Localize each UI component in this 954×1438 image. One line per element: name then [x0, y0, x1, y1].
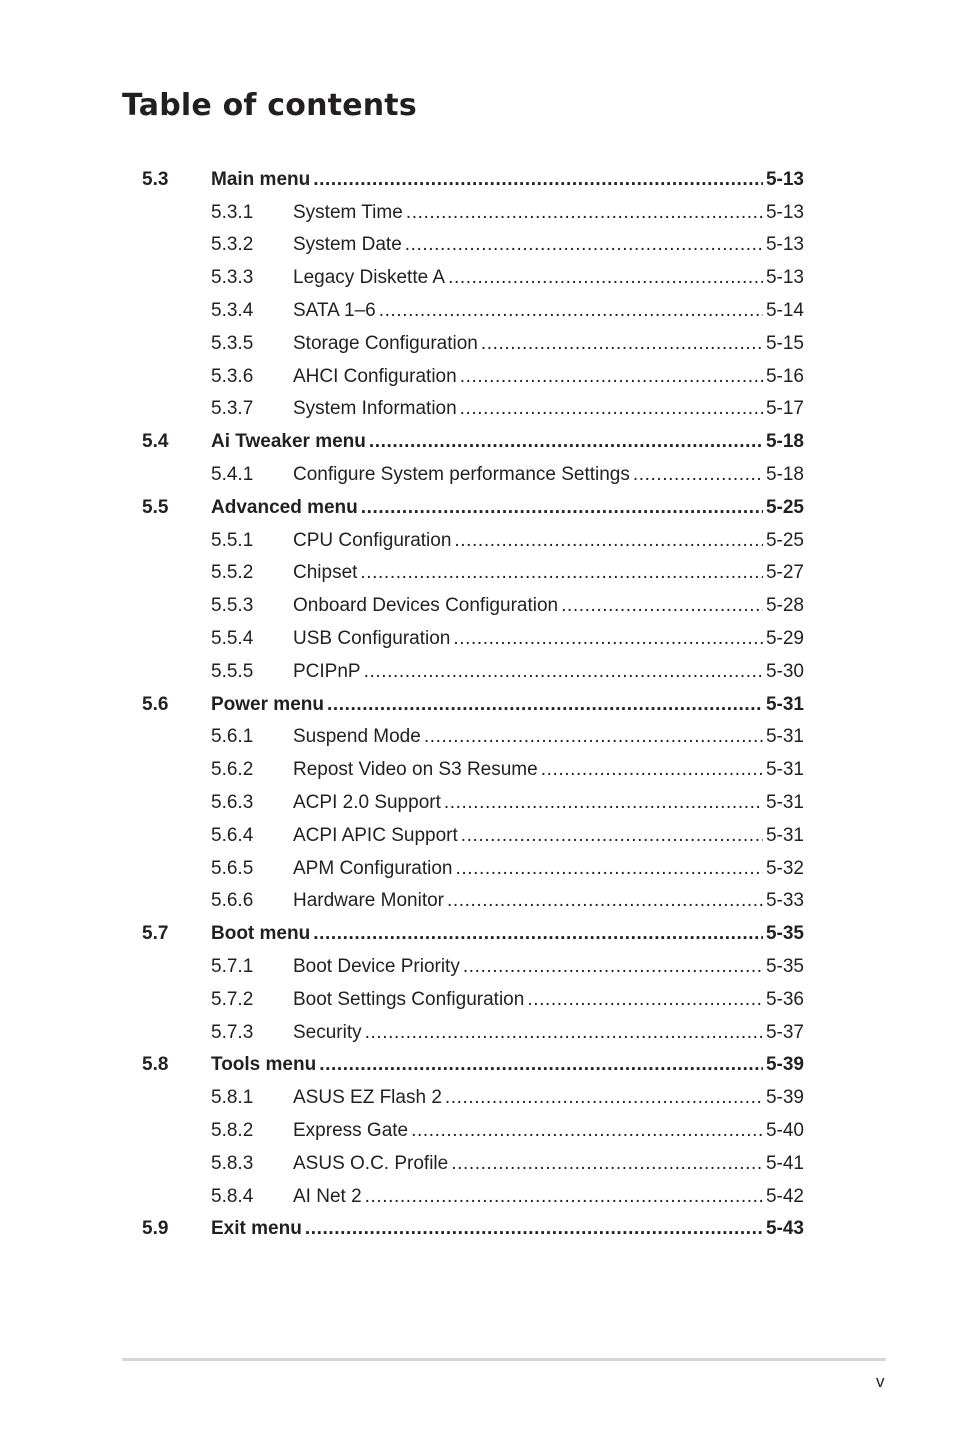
toc-entry-label: Security [293, 1021, 362, 1043]
toc-section-entry[interactable] [142, 163, 804, 196]
toc-entry-number: 5.5.1 [211, 529, 254, 551]
toc-entry-number: 5.8.3 [211, 1152, 254, 1174]
toc-entry-label: Boot Device Priority [293, 956, 460, 978]
toc-entry-number: 5.8 [142, 1054, 169, 1076]
toc-entry-number: 5.6.6 [211, 890, 254, 912]
toc-dot-leader [365, 1023, 763, 1042]
toc-entry-label: Storage Configuration [293, 332, 478, 354]
toc-dot-leader [361, 498, 763, 517]
toc-entry-label: SATA 1–6 [293, 300, 376, 322]
toc-entry-number: 5.5.4 [211, 628, 254, 650]
toc-dot-leader [454, 531, 763, 550]
toc-dot-leader [360, 563, 763, 582]
toc-section-entry[interactable] [142, 1049, 804, 1082]
toc-entry-number: 5.6 [142, 693, 169, 715]
toc-subsection-entry[interactable] [142, 458, 804, 491]
toc-entry-page: 5-31 [765, 726, 804, 748]
toc-subsection-entry[interactable] [142, 196, 804, 229]
toc-entry-label: Hardware Monitor [293, 890, 444, 912]
toc-section-entry[interactable] [142, 491, 804, 524]
toc-entry-label: System Date [293, 234, 402, 256]
page-title: Table of contents [122, 88, 417, 123]
toc-entry-number: 5.3.3 [211, 267, 254, 289]
footer-divider [122, 1358, 886, 1361]
toc-subsection-entry[interactable] [142, 1081, 804, 1114]
toc-entry-number: 5.9 [142, 1218, 169, 1240]
toc-entry-number: 5.8.1 [211, 1087, 254, 1109]
toc-entry-page: 5-18 [765, 464, 804, 486]
toc-dot-leader [379, 301, 763, 320]
toc-dot-leader [460, 399, 763, 418]
toc-entry-page: 5-13 [765, 201, 804, 223]
toc-subsection-entry[interactable] [142, 557, 804, 590]
toc-entry-number: 5.5.3 [211, 595, 254, 617]
toc-subsection-entry[interactable] [142, 852, 804, 885]
toc-entry-label: Advanced menu [211, 496, 358, 518]
toc-entry-page: 5-25 [765, 529, 804, 551]
footer-page-number: v [876, 1372, 885, 1391]
toc-entry-label: USB Configuration [293, 628, 451, 650]
toc-entry-label: System Information [293, 398, 457, 420]
toc-entry-label: Exit menu [211, 1218, 302, 1240]
toc-entry-page: 5-41 [765, 1152, 804, 1174]
toc-dot-leader [364, 662, 763, 681]
toc-dot-leader [448, 268, 763, 287]
toc-entry-page: 5-18 [765, 431, 804, 453]
toc-subsection-entry[interactable] [142, 1016, 804, 1049]
toc-entry-label: Boot Settings Configuration [293, 988, 525, 1010]
toc-dot-leader [313, 170, 763, 189]
toc-entry-number: 5.7.1 [211, 956, 254, 978]
toc-dot-leader [451, 1154, 763, 1173]
toc-entry-page: 5-40 [765, 1120, 804, 1141]
toc-subsection-entry[interactable] [142, 1180, 804, 1213]
toc-dot-leader [424, 727, 763, 746]
toc-subsection-entry[interactable] [142, 819, 804, 852]
toc-dot-leader [369, 432, 763, 451]
toc-subsection-entry[interactable] [142, 589, 804, 622]
toc-entry-label: AI Net 2 [293, 1185, 362, 1207]
toc-dot-leader [405, 235, 763, 254]
toc-dot-leader [319, 1055, 763, 1074]
toc-entry-page: 5-31 [765, 693, 804, 715]
toc-entry-number: 5.7.3 [211, 1021, 254, 1043]
toc-entry-number: 5.6.3 [211, 792, 254, 814]
toc-entry-page: 5-16 [765, 365, 804, 387]
toc-entry-page: 5-32 [765, 857, 804, 879]
toc-entry-page: 5-14 [765, 300, 804, 322]
toc-entry-label: Repost Video on S3 Resume [293, 759, 538, 781]
toc-entry-page: 5-27 [765, 562, 804, 584]
toc-dot-leader [327, 695, 763, 714]
toc-entry-page: 5-33 [765, 890, 804, 912]
toc-entry-number: 5.4 [142, 431, 169, 453]
toc-entry-number: 5.3.4 [211, 300, 254, 322]
toc-subsection-entry[interactable] [142, 261, 804, 294]
toc-dot-leader [527, 990, 763, 1009]
toc-section-entry[interactable] [142, 425, 804, 458]
toc-section-entry[interactable] [142, 1213, 804, 1246]
toc-subsection-entry[interactable] [142, 885, 804, 918]
toc-entry-label: Legacy Diskette A [293, 267, 446, 289]
toc-section-entry[interactable] [142, 917, 804, 950]
toc-subsection-entry[interactable] [142, 622, 804, 655]
toc-entry-number: 5.3.2 [211, 234, 254, 256]
toc-dot-leader [541, 760, 763, 779]
toc-entry-number: 5.7 [142, 923, 169, 945]
toc-entry-page: 5-31 [765, 824, 804, 846]
toc-entry-number: 5.3 [142, 168, 169, 190]
toc-entry-page: 5-37 [765, 1021, 804, 1043]
toc-entry-page: 5-39 [765, 1054, 804, 1076]
toc-dot-leader [411, 1121, 763, 1140]
toc-entry-label: Tools menu [211, 1054, 317, 1076]
toc-section-entry[interactable] [142, 688, 804, 721]
toc-entry-page: 5-36 [765, 988, 804, 1010]
toc-entry-number: 5.5 [142, 496, 169, 518]
toc-subsection-entry[interactable] [142, 721, 804, 754]
toc-entry-label: Express Gate [293, 1120, 409, 1141]
toc-dot-leader [447, 891, 763, 910]
toc-entry-label: ASUS O.C. Profile [293, 1152, 449, 1174]
toc-entry-label: ACPI APIC Support [293, 824, 458, 846]
toc-entry-number: 5.8.4 [211, 1185, 254, 1207]
toc-entry-number: 5.5.5 [211, 660, 254, 682]
toc-subsection-entry[interactable] [142, 786, 804, 819]
toc-dot-leader [463, 957, 763, 976]
toc-entry-page: 5-42 [765, 1185, 804, 1207]
toc-entry-number: 5.6.5 [211, 857, 254, 879]
toc-entry-label: Chipset [293, 562, 358, 584]
toc-subsection-entry[interactable] [142, 655, 804, 688]
toc-entry-label: ACPI 2.0 Support [293, 792, 441, 814]
toc-entry-label: Main menu [211, 168, 311, 190]
toc-entry-page: 5-13 [765, 168, 804, 190]
toc-entry-number: 5.3.6 [211, 365, 254, 387]
toc-dot-leader [455, 859, 763, 878]
toc-entry-page: 5-43 [765, 1218, 804, 1240]
toc-entry-page: 5-25 [765, 496, 804, 518]
toc-entry-label: APM Configuration [293, 857, 453, 879]
toc-subsection-entry[interactable] [142, 1147, 804, 1180]
toc-dot-leader [313, 924, 763, 943]
toc-dot-leader [406, 203, 763, 222]
toc-entry-label: Ai Tweaker menu [211, 431, 366, 453]
toc-dot-leader [481, 334, 763, 353]
table-of-contents [142, 163, 804, 1245]
toc-entry-number: 5.7.2 [211, 988, 254, 1010]
toc-entry-label: ASUS EZ Flash 2 [293, 1087, 442, 1109]
toc-entry-page: 5-15 [765, 332, 804, 354]
toc-entry-number: 5.6.4 [211, 824, 254, 846]
toc-entry-label: Configure System performance Settings [293, 464, 630, 486]
toc-subsection-entry[interactable] [142, 393, 804, 426]
toc-subsection-entry[interactable] [142, 983, 804, 1016]
toc-subsection-entry[interactable] [142, 524, 804, 557]
toc-entry-page: 5-35 [765, 923, 804, 945]
toc-entry-label: PCIPnP [293, 660, 361, 682]
toc-entry-label: Boot menu [211, 923, 311, 945]
toc-subsection-entry[interactable] [142, 360, 804, 393]
toc-entry-page: 5-35 [765, 956, 804, 978]
toc-entry-label: Onboard Devices Configuration [293, 595, 559, 617]
toc-entry-page: 5-13 [765, 267, 804, 289]
toc-entry-page: 5-30 [765, 660, 804, 682]
toc-dot-leader [445, 1088, 763, 1107]
toc-entry-page: 5-13 [765, 234, 804, 256]
toc-entry-page: 5-31 [765, 759, 804, 781]
toc-subsection-entry[interactable] [142, 229, 804, 262]
toc-entry-number: 5.8.2 [211, 1120, 254, 1141]
toc-entry-number: 5.6.1 [211, 726, 254, 748]
toc-entry-label: System Time [293, 201, 403, 223]
toc-dot-leader [365, 1187, 763, 1206]
toc-entry-number: 5.5.2 [211, 562, 254, 584]
toc-subsection-entry[interactable] [142, 950, 804, 983]
toc-entry-page: 5-17 [765, 398, 804, 420]
toc-entry-label: AHCI Configuration [293, 365, 457, 387]
toc-entry-number: 5.6.2 [211, 759, 254, 781]
toc-entry-page: 5-28 [765, 595, 804, 617]
toc-entry-page: 5-31 [765, 792, 804, 814]
toc-subsection-entry[interactable] [142, 327, 804, 360]
toc-dot-leader [444, 793, 763, 812]
toc-entry-label: Power menu [211, 693, 324, 715]
toc-dot-leader [461, 826, 763, 845]
toc-entry-number: 5.3.1 [211, 201, 254, 223]
toc-dot-leader [633, 465, 763, 484]
toc-entry-page: 5-29 [765, 628, 804, 650]
toc-dot-leader [305, 1219, 763, 1238]
toc-subsection-entry[interactable] [142, 753, 804, 786]
toc-entry-number: 5.3.5 [211, 332, 254, 354]
toc-dot-leader [453, 629, 763, 648]
toc-dot-leader [561, 596, 763, 615]
toc-entry-page: 5-39 [765, 1087, 804, 1109]
toc-subsection-entry[interactable] [142, 294, 804, 327]
toc-entry-number: 5.4.1 [211, 464, 254, 486]
toc-subsection-entry[interactable] [142, 1114, 804, 1147]
toc-entry-label: CPU Configuration [293, 529, 452, 551]
toc-entry-number: 5.3.7 [211, 398, 254, 420]
toc-entry-label: Suspend Mode [293, 726, 421, 748]
toc-dot-leader [460, 367, 763, 386]
